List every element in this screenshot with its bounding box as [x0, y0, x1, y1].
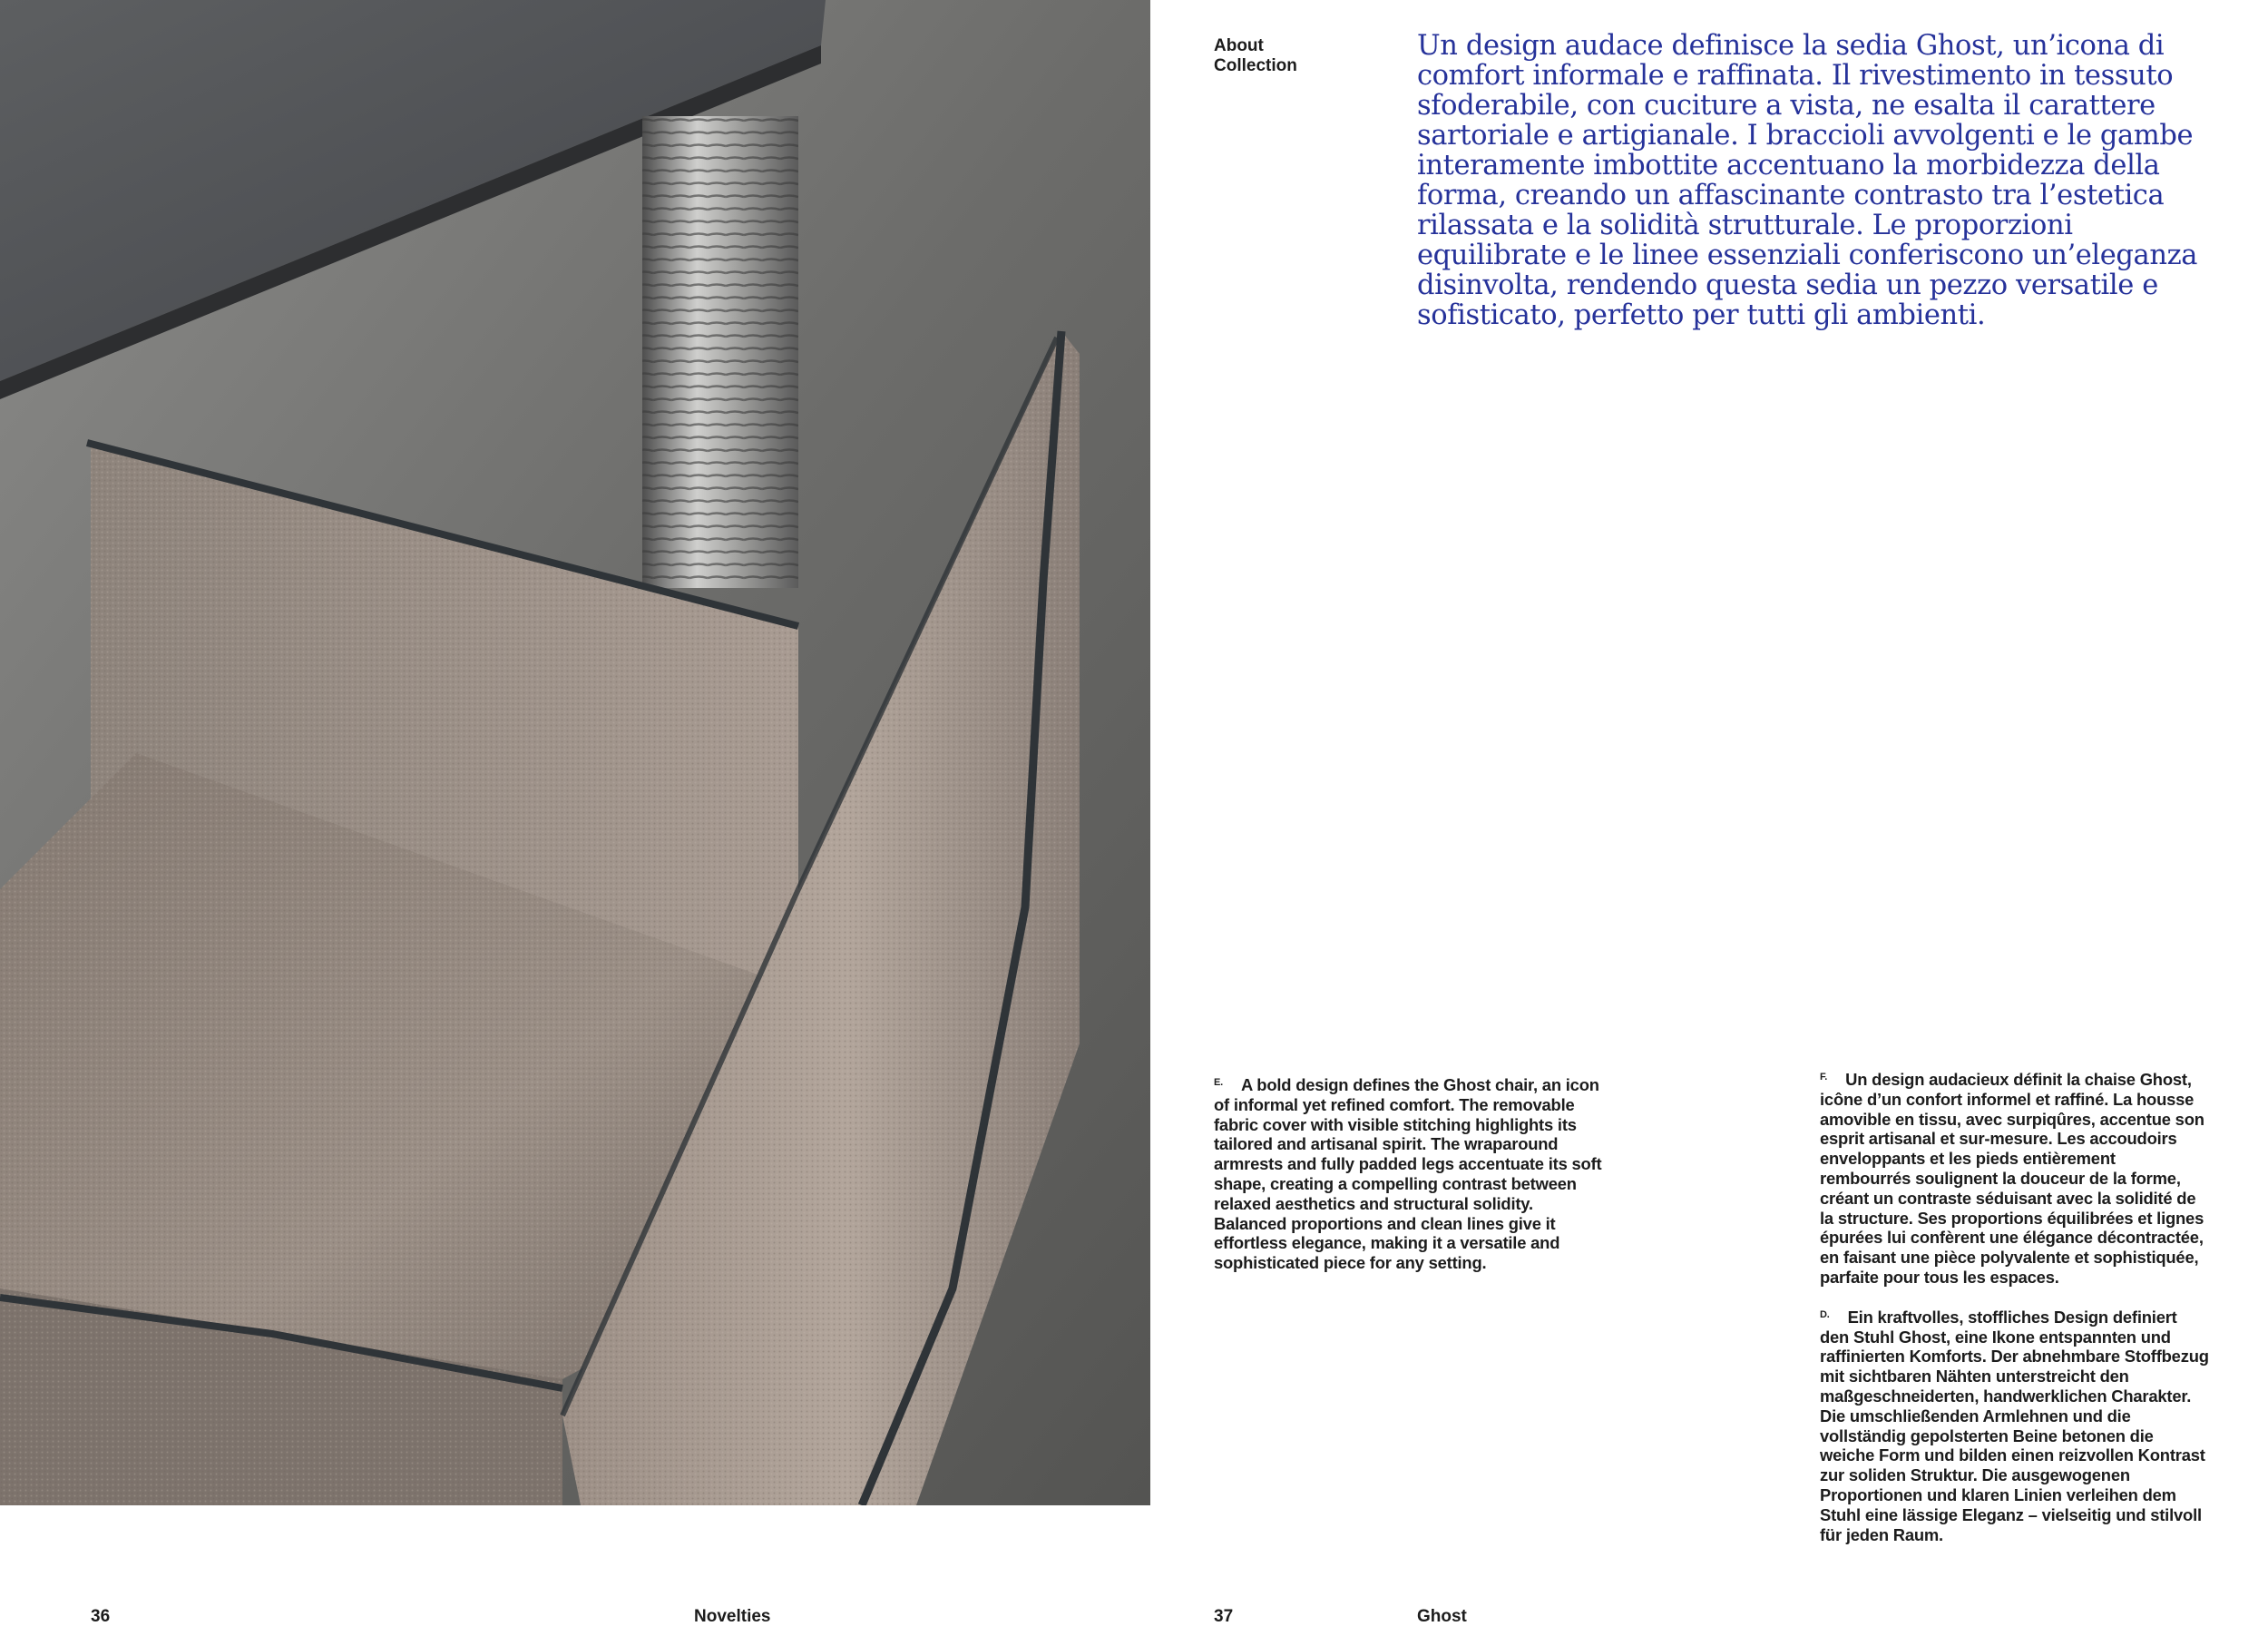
section-label	[1214, 36, 1297, 76]
german-tag: D.	[1820, 1308, 1830, 1320]
right-page-number: 37	[1214, 1607, 1234, 1626]
english-tag: E.	[1214, 1077, 1223, 1088]
section-label-line2: Collection	[1214, 56, 1297, 75]
chair-illustration	[0, 0, 1150, 1505]
french-tag: F.	[1820, 1072, 1828, 1083]
german-paragraph	[1820, 1308, 2210, 1545]
italian-lead-text: Un design audace definisce la sedia Ghost, un’icona di comfort informale e raffinata. Il rivestimento in tessuto sfoderabile, con cuciture a vista, ne esalta il carattere sartoriale e artigianale. I braccioli avvolgenti e le gambe interamente imbottite accentuano la morbidezza della forma, creando un affascinante contrasto tra l’estetica rilassata e la solidità strutturale. Le proporzioni equilibrate e le linee essenziali conferiscono un’eleganza disinvolta, rendendo questa sedia un pezzo versatile e sofisticato, perfetto per tutti gli ambienti.	[1417, 30, 2198, 331]
english-text: A bold design defines the Ghost chair, an icon of informal yet refined comfort. The removable fabric cover with visible stitching highlights its tailored and artisanal spirit. The wraparound armrests and fully padded legs accentuate its soft shape, creating a compelling contrast between relaxed aesthetics and structural solidity. Balanced proportions and clean lines give it effortless elegance, making it a versatile and sophisticated piece for any setting.	[1214, 1075, 1602, 1273]
english-paragraph	[1214, 1075, 1604, 1273]
section-label-line1: About	[1214, 36, 1264, 55]
english-column	[1214, 1075, 1604, 1293]
french-text: Un design audacieux définit la chaise Ghost, icône d’un confort informel et raffiné. La housse amovible en tissu, avec surpiqûres, accentue son esprit artisanal et sur-mesure. Les accoudoirs enveloppants et les pieds entièrement rembourrés soulignent la douceur de la forme, créant un contraste séduisant avec la solidité de la structure. Ses proportions équilibrées et lignes épurées lui confèrent une élégance décontractée, en faisant une pièce polyvalente et sophistiquée, parfaite pour tous les espaces.	[1820, 1070, 2204, 1287]
french-german-column	[1820, 1070, 2210, 1564]
left-running-head: Novelties	[694, 1607, 771, 1626]
right-running-head: Ghost	[1417, 1607, 1467, 1626]
french-paragraph	[1820, 1070, 2210, 1288]
chair-photo	[0, 0, 1150, 1505]
table-leg	[642, 116, 798, 588]
left-page-number: 36	[91, 1607, 111, 1626]
german-text: Ein kraftvolles, stoffliches Design definiert den Stuhl Ghost, eine Ikone entspannten und raffinierten Komforts. Der abnehmbare Stoffbezug mit sichtbaren Nähten unterstreicht den maßgeschneiderten, handwerklichen Charakter. Die umschließenden Armlehnen und die vollständig gepolsterten Beine betonen die weiche Form und bilden einen reizvollen Kontrast zur soliden Struktur. Die ausgewogenen Proportionen und klaren Linien verleihen dem Stuhl eine lässige Eleganz – vielseitig und stilvoll für jeden Raum.	[1820, 1307, 2209, 1544]
